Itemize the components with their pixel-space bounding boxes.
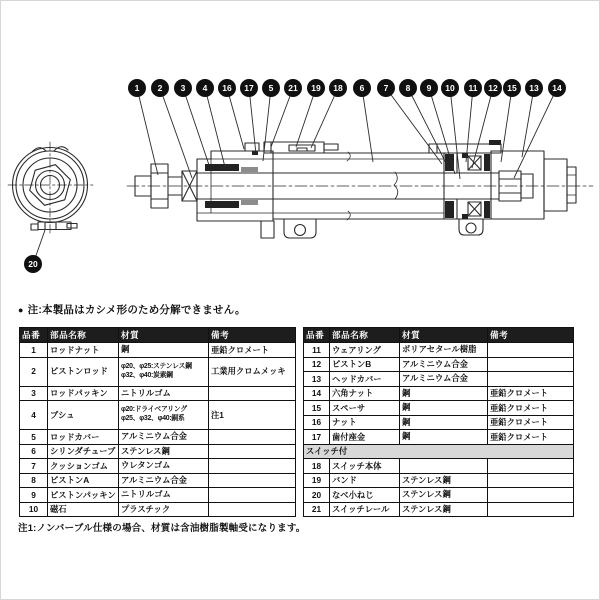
- parts-table-right: [303, 327, 574, 517]
- column-header: 部品名称: [48, 328, 119, 343]
- section-row: [304, 445, 574, 460]
- callout-leader: [205, 88, 225, 167]
- callout-number: 19: [311, 83, 321, 94]
- part-name: ヘッドカバー: [330, 372, 400, 387]
- part-no: 4: [20, 401, 48, 430]
- part-row: [20, 445, 296, 460]
- part-row: [20, 488, 296, 503]
- part-name: スイッチ本体: [330, 459, 400, 474]
- part-material: ステンレス鋼: [400, 503, 488, 518]
- part-no: 18: [304, 459, 330, 474]
- part-remark: [488, 474, 574, 489]
- part-material: 鋼: [400, 416, 488, 431]
- part-no: 15: [304, 401, 330, 416]
- bush-bottom: [241, 200, 258, 205]
- part-no: 12: [304, 358, 330, 373]
- part-material: プラスチック: [119, 503, 209, 518]
- part-material: 鋼: [400, 430, 488, 445]
- part-name: 六角ナット: [330, 387, 400, 402]
- part-material: 鋼: [400, 401, 488, 416]
- callout-number: 13: [529, 83, 539, 94]
- assembly-drawing: [1, 1, 600, 301]
- callout-leader: [183, 88, 209, 165]
- part-material: ポリアセタール樹脂: [400, 343, 488, 358]
- callout-number: 20: [28, 259, 38, 270]
- callout-number: 1: [134, 83, 140, 94]
- part-no: 1: [20, 343, 48, 358]
- part-row: [20, 343, 296, 358]
- table-header-row: [304, 328, 574, 343]
- bullet-icon: ●: [18, 304, 24, 315]
- part-row: [304, 401, 574, 416]
- part-no: 9: [20, 488, 48, 503]
- piston-seal-bottom: [445, 201, 454, 218]
- part-remark: 亜鉛クロメート: [488, 401, 574, 416]
- part-remark: [488, 459, 574, 474]
- callout-leader: [362, 88, 373, 162]
- callout-leader: [227, 88, 244, 149]
- part-remark: 工業用クロムメッキ: [209, 358, 296, 387]
- callout-number: 3: [180, 83, 186, 94]
- note-bottom: 注1:ノンバーブル仕様の場合、材質は含油樹脂製軸受になります。: [18, 523, 306, 534]
- part-remark: [209, 488, 296, 503]
- part-no: 5: [20, 430, 48, 445]
- callout-number: 12: [488, 83, 498, 94]
- part-remark: [488, 358, 574, 373]
- part-no: 17: [304, 430, 330, 445]
- part-remark: [488, 488, 574, 503]
- part-no: 8: [20, 474, 48, 489]
- column-header: 部品名称: [330, 328, 400, 343]
- part-row: [304, 503, 574, 518]
- callout-number: 5: [268, 83, 274, 94]
- part-remark: 亜鉛クロメート: [488, 416, 574, 431]
- callout-number: 4: [202, 83, 208, 94]
- callout-number: 6: [359, 83, 365, 94]
- callout-number: 18: [333, 83, 343, 94]
- callout-leader: [522, 88, 534, 157]
- part-no: 19: [304, 474, 330, 489]
- section-label: スイッチ付: [304, 445, 574, 460]
- callout-leader: [296, 88, 316, 147]
- part-remark: [488, 503, 574, 518]
- part-remark: [209, 459, 296, 474]
- part-no: 7: [20, 459, 48, 474]
- callout-number: 17: [244, 83, 254, 94]
- column-header: 品番: [20, 328, 48, 343]
- column-header: 材質: [400, 328, 488, 343]
- part-remark: 注1: [209, 401, 296, 430]
- part-material: φ20、φ25:ステンレス鋼 φ32、φ40:炭素鋼: [119, 358, 209, 387]
- part-name: クッションゴム: [48, 459, 119, 474]
- part-no: 13: [304, 372, 330, 387]
- part-name: ロッドナット: [48, 343, 119, 358]
- part-no: 16: [304, 416, 330, 431]
- port-boss-top: [245, 143, 259, 151]
- part-name: 歯付座金: [330, 430, 400, 445]
- part-no: 11: [304, 343, 330, 358]
- part-material: アルミニウム合金: [400, 358, 488, 373]
- part-row: [20, 474, 296, 489]
- part-material: 鋼: [119, 343, 209, 358]
- callout-number: 15: [507, 83, 517, 94]
- part-name: ピストンA: [48, 474, 119, 489]
- part-row: [304, 372, 574, 387]
- callout-layer: [24, 79, 566, 273]
- part-name: スペーサ: [330, 401, 400, 416]
- part-row: [20, 358, 296, 387]
- part-material: ニトリルゴム: [119, 488, 209, 503]
- part-row: [20, 459, 296, 474]
- callout-number: 14: [552, 83, 562, 94]
- callout-number: 8: [405, 83, 411, 94]
- end-view: [8, 142, 93, 233]
- end-stub: [567, 167, 576, 203]
- part-material: ニトリルゴム: [119, 387, 209, 402]
- column-header: 品番: [304, 328, 330, 343]
- callout-number: 10: [445, 83, 455, 94]
- column-header: 備考: [209, 328, 296, 343]
- part-material: アルミニウム合金: [400, 372, 488, 387]
- part-no: 20: [304, 488, 330, 503]
- callout-leader: [137, 88, 158, 175]
- part-name: ロッドパッキン: [48, 387, 119, 402]
- part-no: 14: [304, 387, 330, 402]
- part-no: 2: [20, 358, 48, 387]
- rod-packing-top: [205, 164, 239, 171]
- callout-number: 7: [383, 83, 389, 94]
- callout-number: 16: [222, 83, 232, 94]
- part-remark: [209, 430, 296, 445]
- part-remark: [488, 372, 574, 387]
- part-no: 10: [20, 503, 48, 518]
- callout-number: 2: [157, 83, 163, 94]
- end-collar: [544, 159, 567, 211]
- part-remark: [209, 445, 296, 460]
- part-row: [304, 343, 574, 358]
- rod-packing-bottom: [205, 201, 239, 208]
- table-header-row: [20, 328, 296, 343]
- part-row: [304, 488, 574, 503]
- note-top: [18, 302, 246, 317]
- part-remark: 亜鉛クロメート: [488, 387, 574, 402]
- part-material: ステンレス鋼: [400, 474, 488, 489]
- rod-break-mark: [394, 172, 398, 199]
- part-remark: 亜鉛クロメート: [488, 430, 574, 445]
- part-remark: [209, 387, 296, 402]
- bottom-bracket: [38, 222, 71, 230]
- callout-number: 21: [288, 83, 298, 94]
- part-row: [304, 459, 574, 474]
- part-remark: 亜鉛クロメート: [209, 343, 296, 358]
- part-no: 3: [20, 387, 48, 402]
- part-row: [304, 387, 574, 402]
- callout-leader: [466, 88, 473, 162]
- callout-leader: [249, 88, 256, 154]
- bush-top: [241, 167, 258, 172]
- part-row: [304, 416, 574, 431]
- part-material: ウレタンゴム: [119, 459, 209, 474]
- part-row: [304, 474, 574, 489]
- part-name: 磁石: [48, 503, 119, 518]
- part-name: ピストンB: [330, 358, 400, 373]
- port-boss-bottom: [261, 221, 274, 238]
- note-top-text: 注:本製品はカシメ形のため分解できません。: [27, 304, 246, 316]
- part-row: [20, 401, 296, 430]
- callout-leader: [408, 88, 449, 169]
- part-material: アルミニウム合金: [119, 430, 209, 445]
- callout-number: 9: [426, 83, 432, 94]
- part-name: ウェアリング: [330, 343, 400, 358]
- part-name: ピストンロッド: [48, 358, 119, 387]
- part-remark: [488, 343, 574, 358]
- part-material: [400, 459, 488, 474]
- callout-number: 11: [468, 83, 478, 94]
- part-row: [20, 387, 296, 402]
- part-material: ステンレス鋼: [400, 488, 488, 503]
- part-name: バンド: [330, 474, 400, 489]
- part-material: アルミニウム合金: [119, 474, 209, 489]
- part-name: ナット: [330, 416, 400, 431]
- part-name: シリンダチューブ: [48, 445, 119, 460]
- part-no: 6: [20, 445, 48, 460]
- callout-leader: [514, 88, 557, 178]
- part-name: なべ小ねじ: [330, 488, 400, 503]
- part-row: [20, 503, 296, 518]
- part-material: 鋼: [400, 387, 488, 402]
- part-row: [20, 430, 296, 445]
- part-row: [304, 358, 574, 373]
- part-name: ロッドカバー: [48, 430, 119, 445]
- callout-leader: [271, 88, 293, 147]
- part-remark: [209, 503, 296, 518]
- part-row: [304, 430, 574, 445]
- part-material: φ20:ドライベアリング φ25、φ32、φ40:銅系: [119, 401, 209, 430]
- part-name: ブシュ: [48, 401, 119, 430]
- part-name: ピストンパッキン: [48, 488, 119, 503]
- part-no: 21: [304, 503, 330, 518]
- callout-leader: [311, 88, 338, 148]
- section-view: [127, 140, 593, 238]
- part-remark: [209, 474, 296, 489]
- callout-leader: [263, 88, 271, 161]
- part-material: ステンレス鋼: [119, 445, 209, 460]
- part-name: スイッチレール: [330, 503, 400, 518]
- column-header: 備考: [488, 328, 574, 343]
- parts-table-left: [19, 327, 296, 517]
- column-header: 材質: [119, 328, 209, 343]
